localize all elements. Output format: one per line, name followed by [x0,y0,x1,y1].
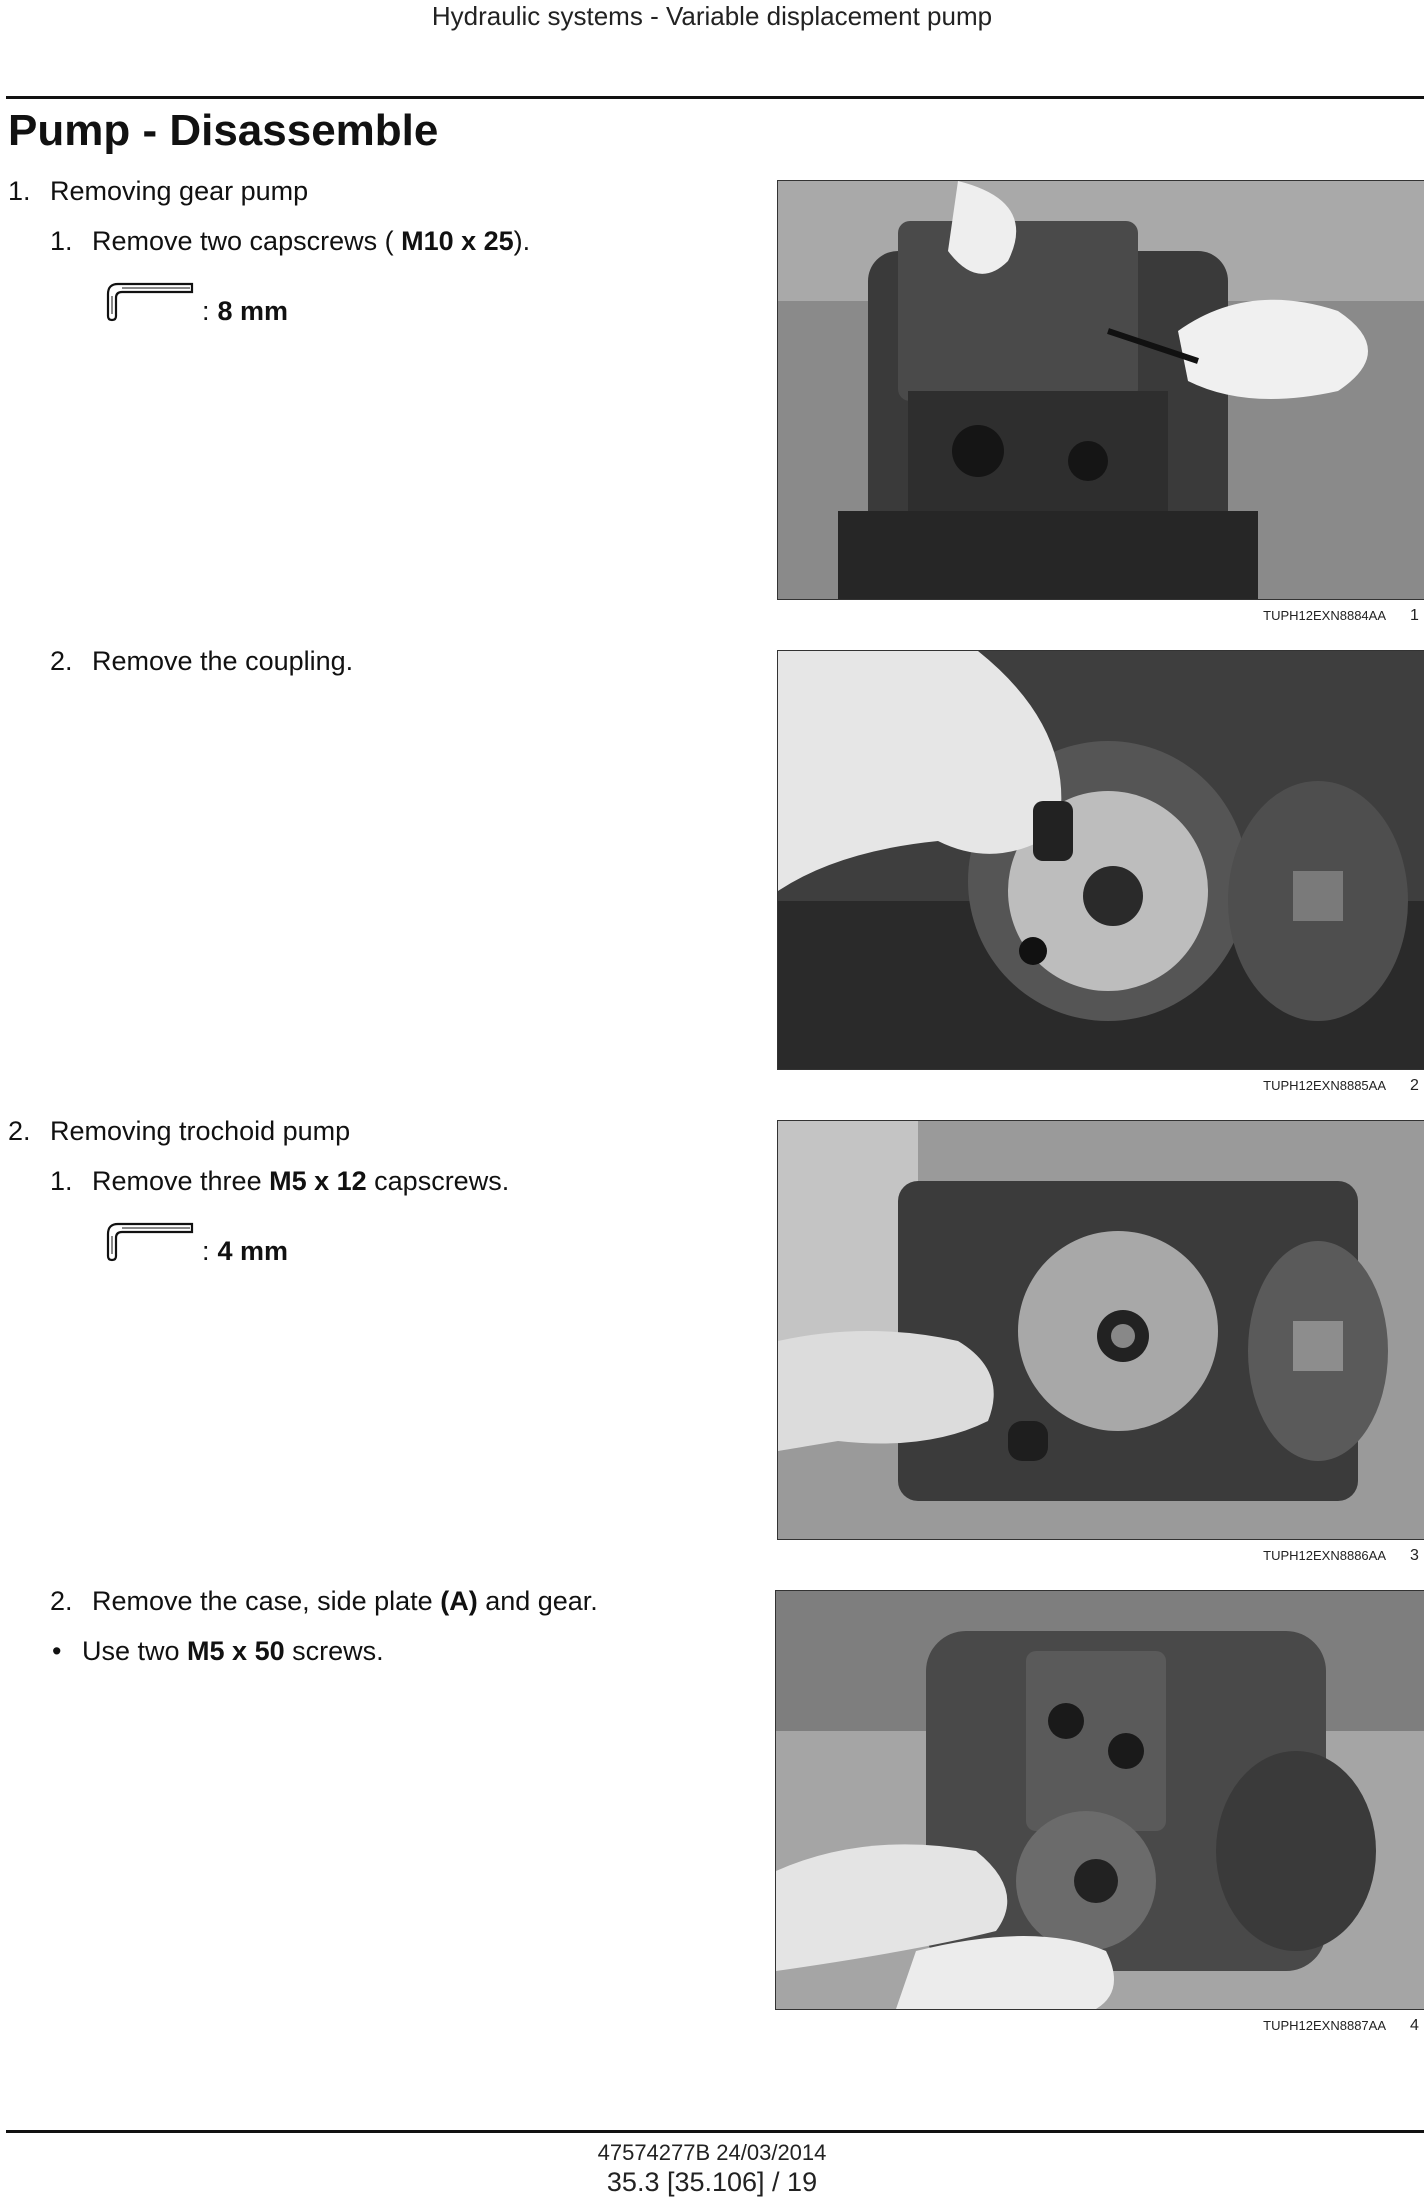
step-remove-coupling [50,644,353,678]
tool-size-8mm [202,294,288,328]
page-title: Pump - Disassemble [8,106,439,155]
step-text: Remove three [92,1166,270,1196]
step-spec: (A) [440,1586,478,1616]
figure-4-photo [775,1590,1424,2010]
section-label: Removing gear pump [50,176,309,206]
step-text: Remove the coupling. [92,646,354,676]
figure-3-photo [777,1120,1424,1540]
step-text: Remove two capscrews ( [92,226,402,256]
figure-1-photo [777,180,1424,600]
bullet-symbol: • [52,1636,62,1666]
figure-3-code: TUPH12EXN8886AA [1263,1548,1386,1563]
footer-rule [6,2130,1424,2133]
tool-separator: : [202,1236,210,1266]
figure-2-code: TUPH12EXN8885AA [1263,1078,1386,1093]
step-remove-case [50,1584,598,1618]
step-number: 1. [50,1166,73,1196]
section-trochoid-pump [8,1114,350,1148]
bullet-spec: M5 x 50 [187,1636,285,1666]
section-gear-pump [8,174,308,208]
figure-4-number: 4 [1410,2017,1419,2034]
header-rule [6,96,1424,99]
section-label: Removing trochoid pump [50,1116,351,1146]
hex-key-icon [104,280,194,324]
step-text-end: capscrews. [366,1166,510,1196]
figure-1-code: TUPH12EXN8884AA [1263,608,1386,623]
step-remove-capscrews [50,224,530,258]
section-number: 2. [8,1116,31,1146]
step-number: 2. [50,646,73,676]
bullet-text: Use two [82,1636,188,1666]
tool-size: 8 mm [217,296,289,326]
section-number: 1. [8,176,31,206]
figure-3-number: 3 [1410,1547,1419,1564]
step-text: Remove the case, side plate [92,1586,441,1616]
hex-key-icon [104,1220,194,1264]
tool-separator: : [202,296,210,326]
step-text-end: and gear. [477,1586,598,1616]
figure-2-photo [777,650,1424,1070]
step-number: 1. [50,226,73,256]
figure-1-number: 1 [1410,607,1419,624]
figure-2-number: 2 [1410,1077,1419,1094]
footer-doc-ref: 47574277B 24/03/2014 [597,2140,827,2165]
step-spec: M10 x 25 [401,226,514,256]
figure-4-code: TUPH12EXN8887AA [1263,2018,1386,2033]
step-text-end: ). [513,226,531,256]
tool-size: 4 mm [217,1236,289,1266]
bullet-text-end: screws. [284,1636,384,1666]
step-spec: M5 x 12 [269,1166,367,1196]
tool-size-4mm [202,1234,288,1268]
step-number: 2. [50,1586,73,1616]
running-header: Hydraulic systems - Variable displacement pump [431,1,993,31]
step-remove-m5x12 [50,1164,509,1198]
footer-page-ref: 35.3 [35.106] / 19 [606,2167,818,2197]
bullet-use-m5x50 [52,1634,384,1668]
